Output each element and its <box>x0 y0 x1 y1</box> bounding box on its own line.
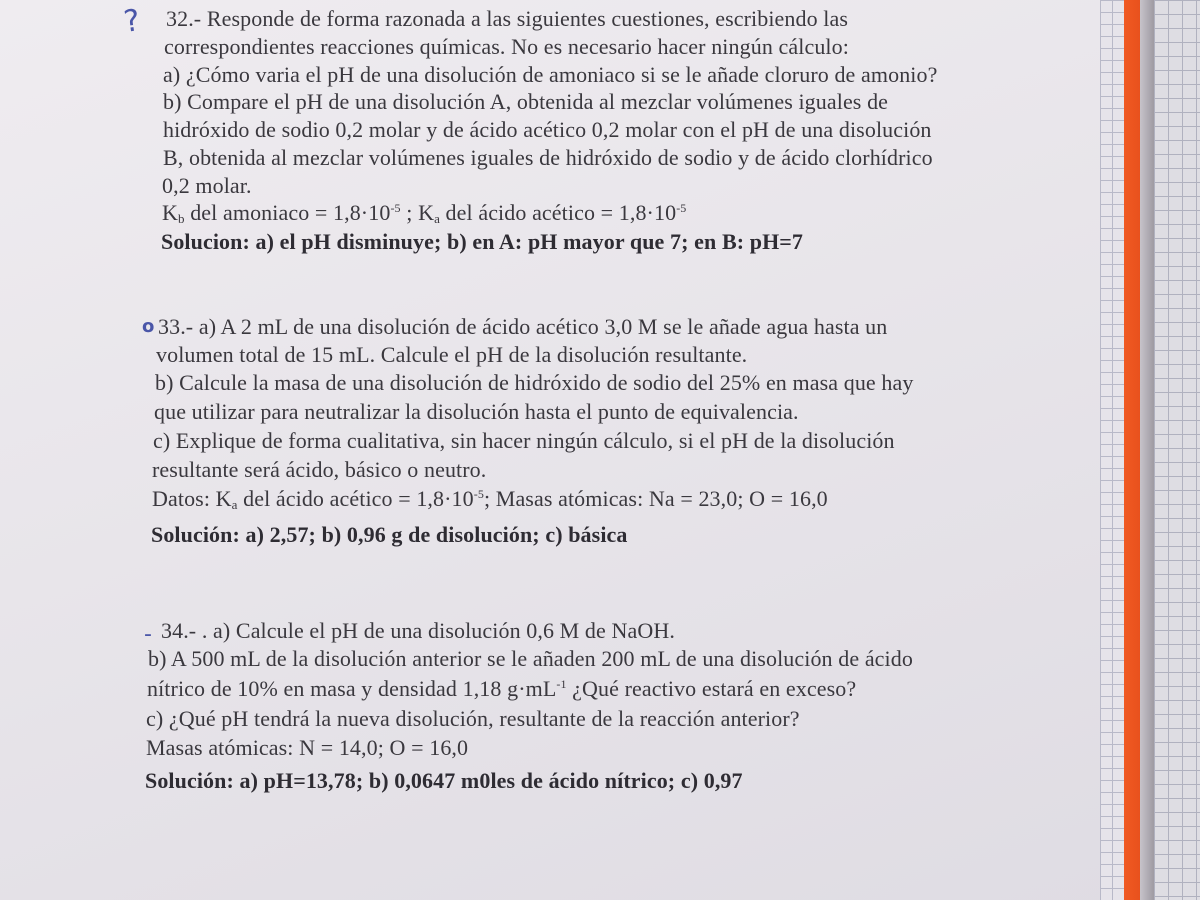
q33-line: b) Calcule la masa de una disolución de hidróxido de sodio del 25% en masa que hay <box>155 370 914 395</box>
question-mark-annotation: ? <box>121 3 143 40</box>
q34-line <box>147 676 856 702</box>
book-binding-edge <box>1140 0 1154 900</box>
q32-constants <box>162 200 686 227</box>
q34-solution: Solución: a) pH=13,78; b) 0,0647 m0les de ácido nítrico; c) 0,97 <box>145 768 743 793</box>
separator: ; <box>400 200 419 225</box>
q32-line: b) Compare el pH de una disolución A, obtenida al mezclar volúmenes iguales de <box>163 89 889 114</box>
ka-subscript: a <box>231 497 238 512</box>
q34-line3-question: ¿Qué reactivo estará en exceso? <box>566 676 857 701</box>
kb-exponent: -5 <box>390 201 401 215</box>
grid-paper-background <box>1154 0 1200 900</box>
q32-line: correspondientes reacciones químicas. No es necesario hacer ningún cálculo: <box>164 34 849 59</box>
q33-constants <box>152 486 828 513</box>
dash-annotation: - <box>144 622 152 647</box>
kb-subscript: b <box>178 211 185 226</box>
ka-value: del ácido acético = 1,8·10 <box>237 486 474 511</box>
q34-line: Masas atómicas: N = 14,0; O = 16,0 <box>146 735 469 760</box>
q32-line: a) ¿Cómo varia el pH de una disolución de amoniaco si se le añade cloruro de amonio? <box>163 62 938 87</box>
q34-line: 34.- . a) Calcule el pH de una disolución 0,6 M de NaOH. <box>161 618 675 643</box>
data-prefix: Datos: K <box>152 486 232 511</box>
ka-exponent: -5 <box>473 487 484 501</box>
ka-subscript: a <box>434 211 440 226</box>
q32-line: 0,2 molar. <box>162 173 252 198</box>
q32-solution: Solucion: a) el pH disminuye; b) en A: pH mayor que 7; en B: pH=7 <box>161 229 804 254</box>
grid-paper-edge <box>1100 0 1124 900</box>
unit-exponent: -1 <box>556 677 567 691</box>
q34-line3-text: nítrico de 10% en masa y densidad 1,18 g·mL <box>147 676 557 701</box>
kb-symbol: K <box>162 200 178 225</box>
q33-line: que utilizar para neutralizar la disolución hasta el punto de equivalencia. <box>154 399 799 424</box>
q32-line: 32.- Responde de forma razonada a las siguientes cuestiones, escribiendo las <box>166 6 849 31</box>
ka-value: del ácido acético = 1,8·10 <box>439 200 677 225</box>
q33-line: resultante será ácido, básico o neutro. <box>152 457 487 482</box>
q33-line: volumen total de 15 mL. Calcule el pH de la disolución resultante. <box>156 342 748 367</box>
ka-exponent: -5 <box>676 201 687 215</box>
q34-line: b) A 500 mL de la disolución anterior se le añaden 200 mL de una disolución de ácido <box>148 646 913 671</box>
atomic-masses: ; Masas atómicas: Na = 23,0; O = 16,0 <box>483 486 828 511</box>
circle-annotation: o <box>142 316 155 337</box>
ka-symbol: K <box>418 200 435 225</box>
kb-value: del amoniaco = 1,8·10 <box>184 200 391 225</box>
q32-line: hidróxido de sodio 0,2 molar y de ácido acético 0,2 molar con el pH de una disolución <box>163 117 932 142</box>
q33-line: c) Explique de forma cualitativa, sin hacer ningún cálculo, si el pH de la disolución <box>153 428 895 453</box>
orange-cover-edge <box>1124 0 1140 900</box>
q32-line: B, obtenida al mezclar volúmenes iguales de hidróxido de sodio y de ácido clorhídrico <box>163 145 933 170</box>
q34-line: c) ¿Qué pH tendrá la nueva disolución, resultante de la reacción anterior? <box>146 706 800 731</box>
q33-solution: Solución: a) 2,57; b) 0,96 g de disolución; c) básica <box>151 522 628 547</box>
q33-line: 33.- a) A 2 mL de una disolución de ácido acético 3,0 M se le añade agua hasta un <box>158 314 888 339</box>
